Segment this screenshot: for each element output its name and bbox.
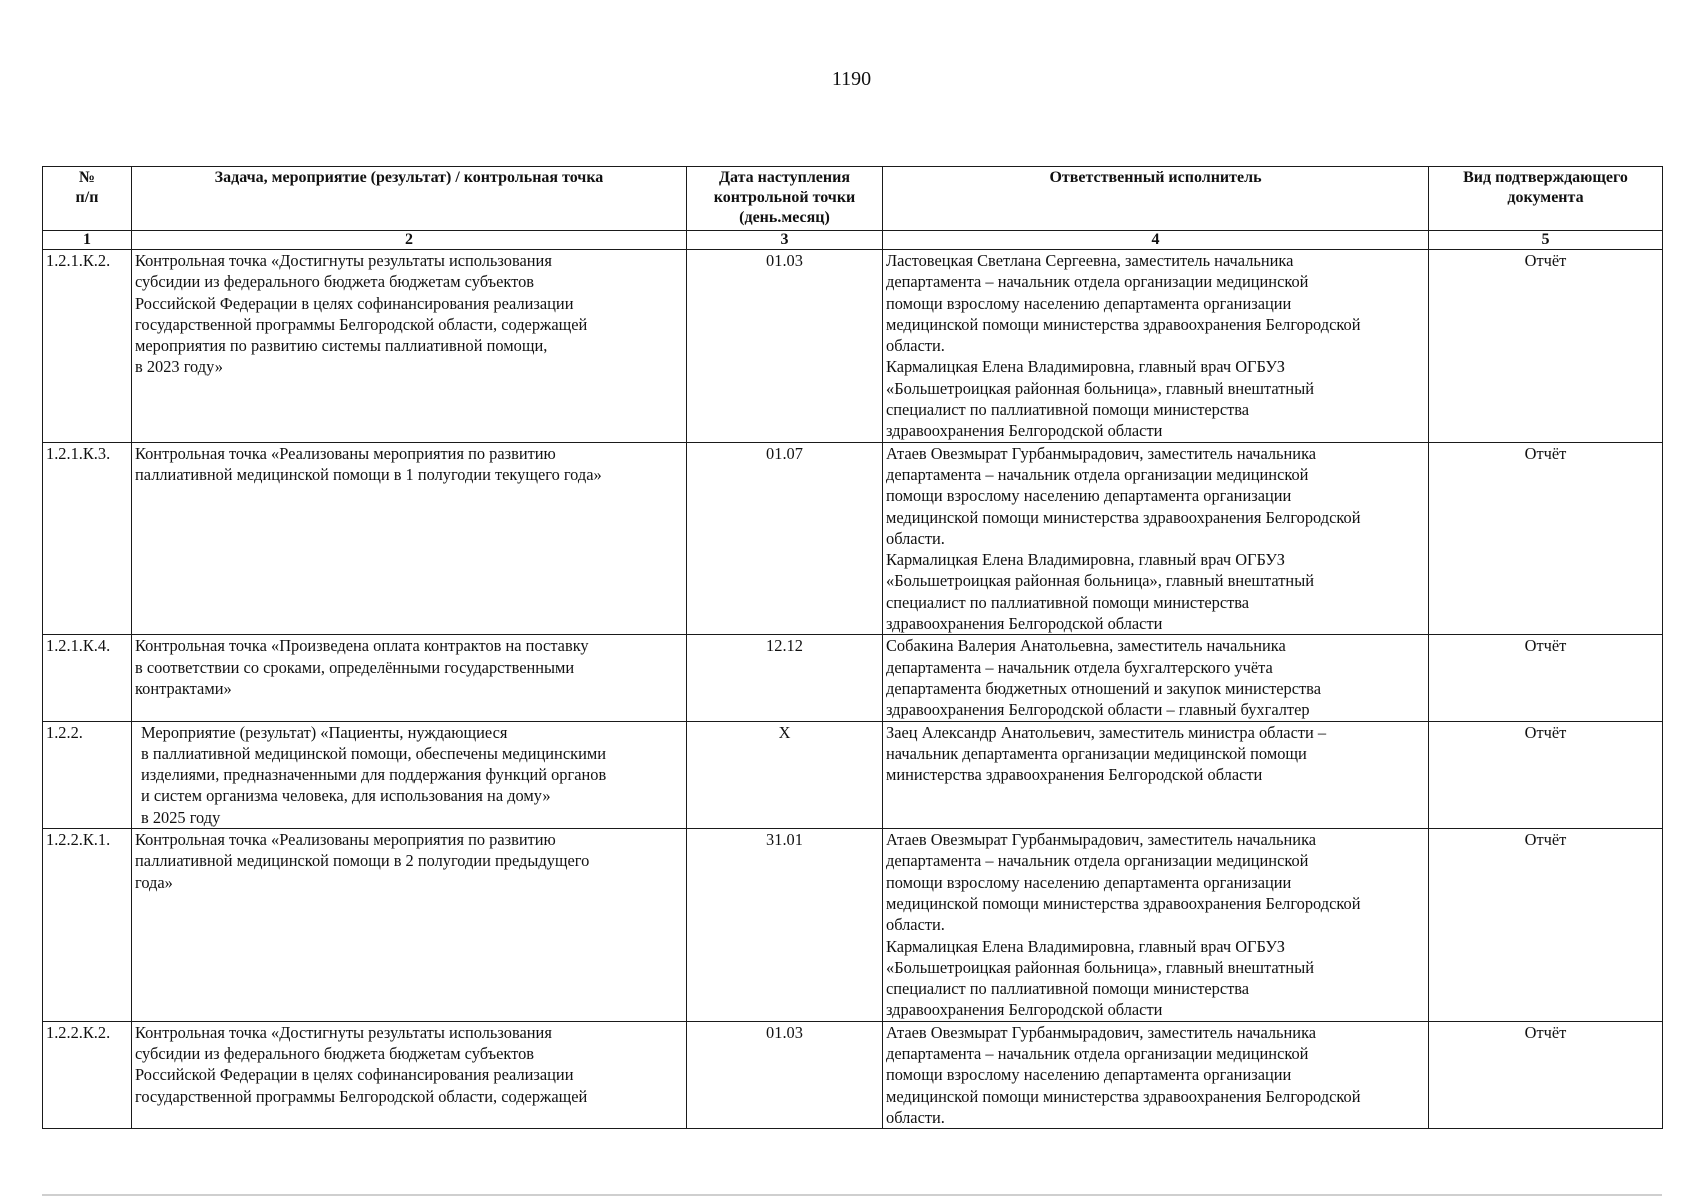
date-cell: 01.07: [687, 442, 883, 635]
table-row: [43, 1021, 1663, 1128]
responsible-cell: Атаев Овезмырат Гурбанмырадович, заместитель начальника департамента – начальник отдела организации медицинской помощи взрослому населению департамента организации медицинской помощи министерства здравоохранения Белгородской области. Кармалицкая Елена Владимировна, главный врач ОГБУЗ «Большетроицкая районная больница», главный внештатный специалист по паллиативной помощи министерства здравоохранения Белгородской области: [883, 829, 1429, 1022]
task-cell: Контрольная точка «Реализованы мероприятия по развитию паллиативной медицинской помощи в 1 полугодии текущего года»: [132, 442, 687, 635]
document-type-cell: Отчёт: [1429, 635, 1663, 721]
task-cell: Контрольная точка «Достигнуты результаты использования субсидии из федерального бюджета бюджетам субъектов Российской Федерации в целях софинансирования реализации государственной программы Белгородской области, содержащей: [132, 1021, 687, 1128]
table-row: [43, 635, 1663, 721]
document-type-cell: Отчёт: [1429, 721, 1663, 828]
responsible-cell: Собакина Валерия Анатольевна, заместитель начальника департамента – начальник отдела бухгалтерского учёта департамента бюджетных отношений и закупок министерства здравоохранения Белгородской области – главный бухгалтер: [883, 635, 1429, 721]
document-type-cell: Отчёт: [1429, 829, 1663, 1022]
header-row: [43, 167, 1663, 231]
task-cell: Мероприятие (результат) «Пациенты, нуждающиеся в паллиативной медицинской помощи, обеспечены медицинскими изделиями, предназначенными для поддержания функций органов и систем организма человека, для использования на дому» в 2025 году: [132, 721, 687, 828]
col-number: 4: [883, 231, 1429, 250]
task-cell: Контрольная точка «Реализованы мероприятия по развитию паллиативной медицинской помощи в 2 полугодии предыдущего года»: [132, 829, 687, 1022]
page-number: 1190: [831, 68, 872, 90]
table-row: [43, 829, 1663, 1022]
date-cell: 01.03: [687, 250, 883, 443]
date-cell: X: [687, 721, 883, 828]
date-cell: 12.12: [687, 635, 883, 721]
header-date: Дата наступления контрольной точки (день.месяц): [687, 167, 883, 231]
col-number: 3: [687, 231, 883, 250]
table-row: [43, 721, 1663, 828]
responsible-cell: Ластовецкая Светлана Сергеевна, заместитель начальника департамента – начальник отдела организации медицинской помощи взрослому населению департамента организации медицинской помощи министерства здравоохранения Белгородской области. Кармалицкая Елена Владимировна, главный врач ОГБУЗ «Большетроицкая районная больница», главный внештатный специалист по паллиативной помощи министерства здравоохранения Белгородской области: [883, 250, 1429, 443]
row-number-cell: 1.2.1.К.2.: [43, 250, 132, 443]
col-number: 5: [1429, 231, 1663, 250]
header-doc: Вид подтверждающего документа: [1429, 167, 1663, 231]
header-task: Задача, мероприятие (результат) / контрольная точка: [132, 167, 687, 231]
document-type-cell: Отчёт: [1429, 442, 1663, 635]
date-cell: 31.01: [687, 829, 883, 1022]
row-number-cell: 1.2.1.К.4.: [43, 635, 132, 721]
responsible-cell: Атаев Овезмырат Гурбанмырадович, заместитель начальника департамента – начальник отдела организации медицинской помощи взрослому населению департамента организации медицинской помощи министерства здравоохранения Белгородской области.: [883, 1021, 1429, 1128]
bottom-rule: [42, 1194, 1662, 1196]
row-number-cell: 1.2.2.К.1.: [43, 829, 132, 1022]
row-number-cell: 1.2.2.К.2.: [43, 1021, 132, 1128]
document-type-cell: Отчёт: [1429, 250, 1663, 443]
date-cell: 01.03: [687, 1021, 883, 1128]
control-points-table: [42, 166, 1663, 1129]
responsible-cell: Атаев Овезмырат Гурбанмырадович, заместитель начальника департамента – начальник отдела организации медицинской помощи взрослому населению департамента организации медицинской помощи министерства здравоохранения Белгородской области. Кармалицкая Елена Владимировна, главный врач ОГБУЗ «Большетроицкая районная больница», главный внештатный специалист по паллиативной помощи министерства здравоохранения Белгородской области: [883, 442, 1429, 635]
document-type-cell: Отчёт: [1429, 1021, 1663, 1128]
col-number: 2: [132, 231, 687, 250]
responsible-cell: Заец Александр Анатольевич, заместитель министра области – начальник департамента организации медицинской помощи министерства здравоохранения Белгородской области: [883, 721, 1429, 828]
table-row: [43, 442, 1663, 635]
header-num: № п/п: [43, 167, 132, 231]
row-number-cell: 1.2.1.К.3.: [43, 442, 132, 635]
col-number: 1: [43, 231, 132, 250]
task-cell: Контрольная точка «Произведена оплата контрактов на поставку в соответствии со сроками, определёнными государственными контрактами»: [132, 635, 687, 721]
task-cell: Контрольная точка «Достигнуты результаты использования субсидии из федерального бюджета бюджетам субъектов Российской Федерации в целях софинансирования реализации государственной программы Белгородской области, содержащей мероприятия по развитию системы паллиативной помощи, в 2023 году»: [132, 250, 687, 443]
table-row: [43, 250, 1663, 443]
header-responsible: Ответственный исполнитель: [883, 167, 1429, 231]
row-number-cell: 1.2.2.: [43, 721, 132, 828]
column-numbers-row: [43, 231, 1663, 250]
